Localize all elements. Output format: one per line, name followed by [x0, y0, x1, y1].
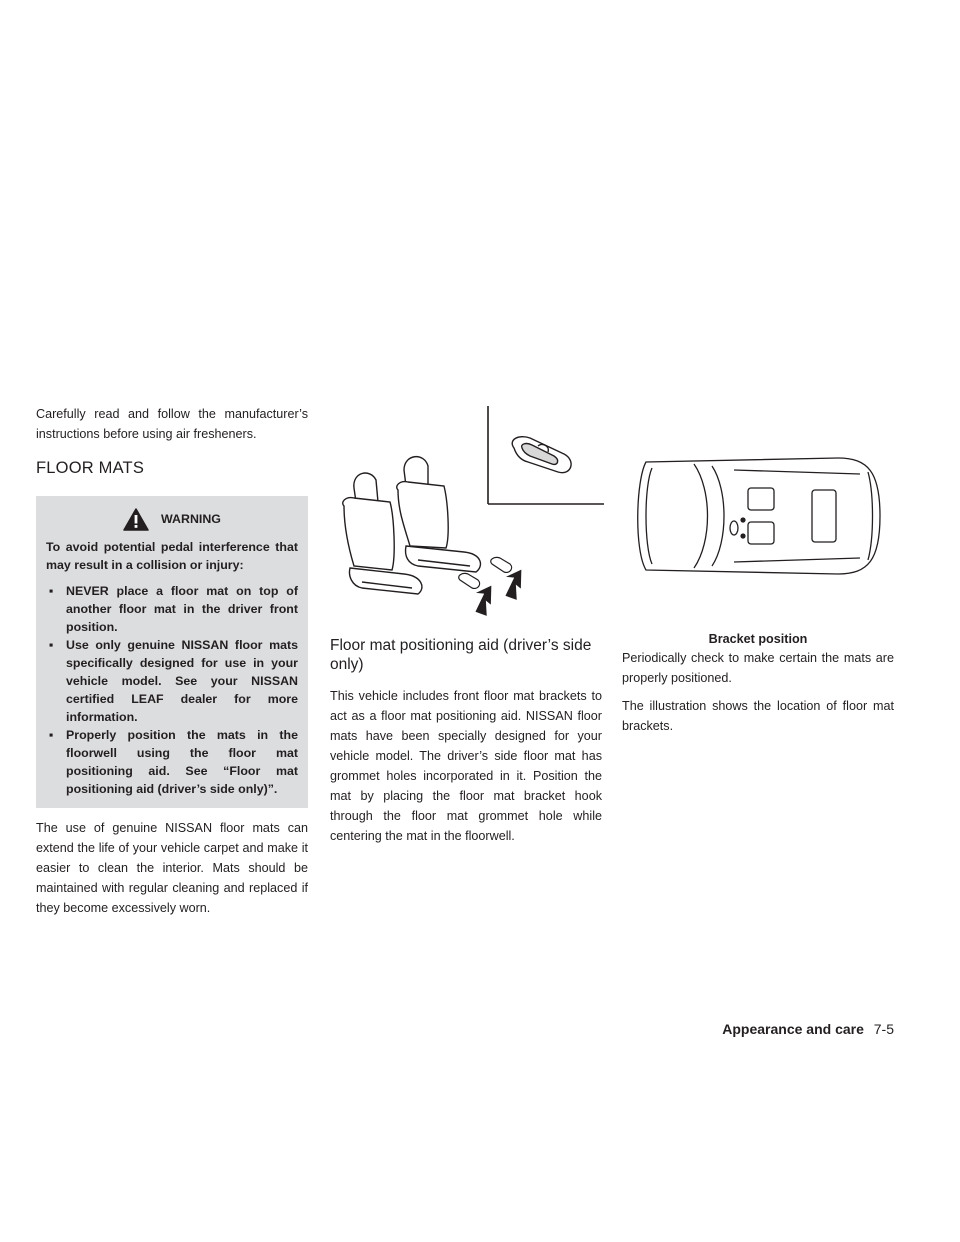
- intro-text: Carefully read and follow the manufacturer’s instructions before using air fresheners.: [36, 407, 308, 441]
- column-right: [622, 648, 894, 744]
- warning-label: WARNING: [161, 512, 221, 526]
- warning-box: [36, 496, 308, 808]
- arrow-icon: [470, 566, 527, 616]
- warning-header: [46, 506, 298, 532]
- section-heading: FLOOR MATS: [36, 459, 145, 477]
- body-text: This vehicle includes front floor mat brackets to act as a floor mat positioning aid. NISSAN floor mats have been specially designed for your vehicle model. The driver’s side floor mat has grommet holes incorporated in it. Position the mat by placing the floor mat bracket hook through the floor mat grommet hole while centering the mat in the floorwell.: [330, 689, 602, 843]
- warning-list: [46, 582, 298, 798]
- footer-section: Appearance and care: [722, 1021, 864, 1037]
- seats-illustration: [332, 406, 604, 616]
- warning-triangle-icon: [123, 508, 149, 531]
- warning-item: ▪ Properly position the mats in the floorwell using the floor mat positioning aid. See “Floor mat positioning aid (driver’s side only)”.: [46, 726, 298, 798]
- body-text: Periodically check to make certain the mats are properly positioned.: [622, 651, 894, 685]
- warning-item: ▪ Use only genuine NISSAN floor mats specifically designed for use in your vehicle model. See your NISSAN certified LEAF dealer for more information.: [46, 636, 298, 726]
- sub-heading: Floor mat positioning aid (driver’s side only): [330, 637, 592, 673]
- body-text: The illustration shows the location of floor mat brackets.: [622, 699, 894, 733]
- column-middle: [330, 636, 602, 854]
- warning-item: ▪ NEVER place a floor mat on top of another floor mat in the driver front position.: [46, 582, 298, 636]
- bracket-small-2: [491, 557, 512, 572]
- bracket-hook-detail: [512, 437, 571, 473]
- page-number: 7-5: [873, 1021, 894, 1037]
- seat-front: [397, 457, 481, 572]
- bracket-small-1: [459, 573, 480, 588]
- warning-intro: To avoid potential pedal interference that may result in a collision or injury:: [46, 540, 298, 572]
- car-top-view-illustration: [628, 450, 890, 582]
- figure-caption: Bracket position: [708, 632, 808, 646]
- page-footer: [722, 1021, 894, 1037]
- body-text: The use of genuine NISSAN floor mats can extend the life of your vehicle carpet and make it easier to clean the interior. Mats should be maintained with regular cleaning and replaced if they become excessively worn.: [36, 821, 308, 915]
- column-left: [36, 404, 308, 926]
